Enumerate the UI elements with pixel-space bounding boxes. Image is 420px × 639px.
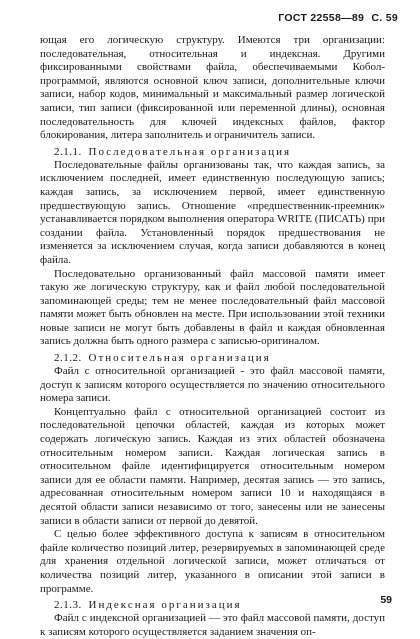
section-number: 2.1.2. — [54, 352, 82, 365]
paragraph-relative-1: Файл с относительной организацией - это файл массовой памяти, доступ к записям которого осуществляется по значению относительного номера записи. — [40, 365, 385, 405]
section-title: Последовательная организация — [88, 145, 292, 158]
section-number: 2.1.3. — [54, 599, 82, 612]
paragraph-indexed-1: Файл с индексной организацией — это файл массовой памяти, доступ к записям которого осуществляется заданием значения оп- — [40, 612, 385, 638]
running-header — [274, 12, 398, 24]
section-heading-relative — [40, 351, 385, 365]
paragraph-relative-3: С целью более эффективного доступа к записям в относительном файле количество позиций литер, резервируемых в запоминающей среде для хранения отдельной логической записи, может отличаться от количества позиций литер, указанного в описании этой записи в программе. — [40, 528, 385, 595]
paragraph-relative-2: Концептуально файл с относительной организацией состоит из последовательной цепочки областей, каждая из которых может содержать логическую запись. Каждая из этих областей обозначена относительным номером записи. Каждая логическая запись в относительном файле идентифицируется относительным номером записи для ее области памяти. Например, десятая запись — это запись, адресованная относительным номером записи 10 и находящаяся в десятой области записи независимо от того, занесены или не занесены записи в области записи от первой до девятой. — [40, 405, 385, 527]
paragraph-sequential-1: Последовательные файлы организованы так, что каждая запись, за исключением последней, имеет единственную последующую запись; каждая запись, за исключением первой, имеет единственную предшествующую запись. Отношение «предшественник-преемник» устанавливается порядком выполнения оператора WRITE (ПИСАТЬ) при создании файла. Установленный порядок предшествования не изменяется за исключением случая, когда записи добавляются в конец файла. — [40, 158, 385, 266]
document-body — [40, 34, 385, 639]
paragraph-sequential-2: Последовательно организованный файл массовой памяти имеет такую же логическую структуру, как и файл любой последовательной запоминающей среды; тем не менее последовательный файл массовой памяти может быть обновлен на месте. При использовании этой техники новые записи не могут быть добавлены в файл и каждая обновленная запись должна быть одного размера с записью-оригиналом. — [40, 267, 385, 348]
header-page-ref: С. 59 — [371, 12, 398, 24]
paragraph-intro-continued: ющая его логическую структуру. Имеются три организации: последовательная, относительная и индексная. Другими фиксированными свойствами файла, обеспечиваемыми Кобол-программой, являются основной ключ записи, дополнительные ключи записи, набор кодов, минимальный и максимальный размер логической записи, тип записи (фиксированной или переменной длины), основная последовательность для ключей индексных файлов, фактор блокирования, литера заполнитель и ограничитель записи. — [40, 34, 385, 142]
section-heading-indexed — [40, 598, 385, 612]
standard-number: ГОСТ 22558—89 — [278, 12, 365, 24]
page-number: 59 — [380, 594, 392, 606]
section-number: 2.1.1. — [54, 145, 82, 158]
section-title: Относительная организация — [88, 352, 271, 365]
section-heading-sequential — [40, 145, 385, 159]
section-title: Индексная организация — [88, 599, 242, 612]
